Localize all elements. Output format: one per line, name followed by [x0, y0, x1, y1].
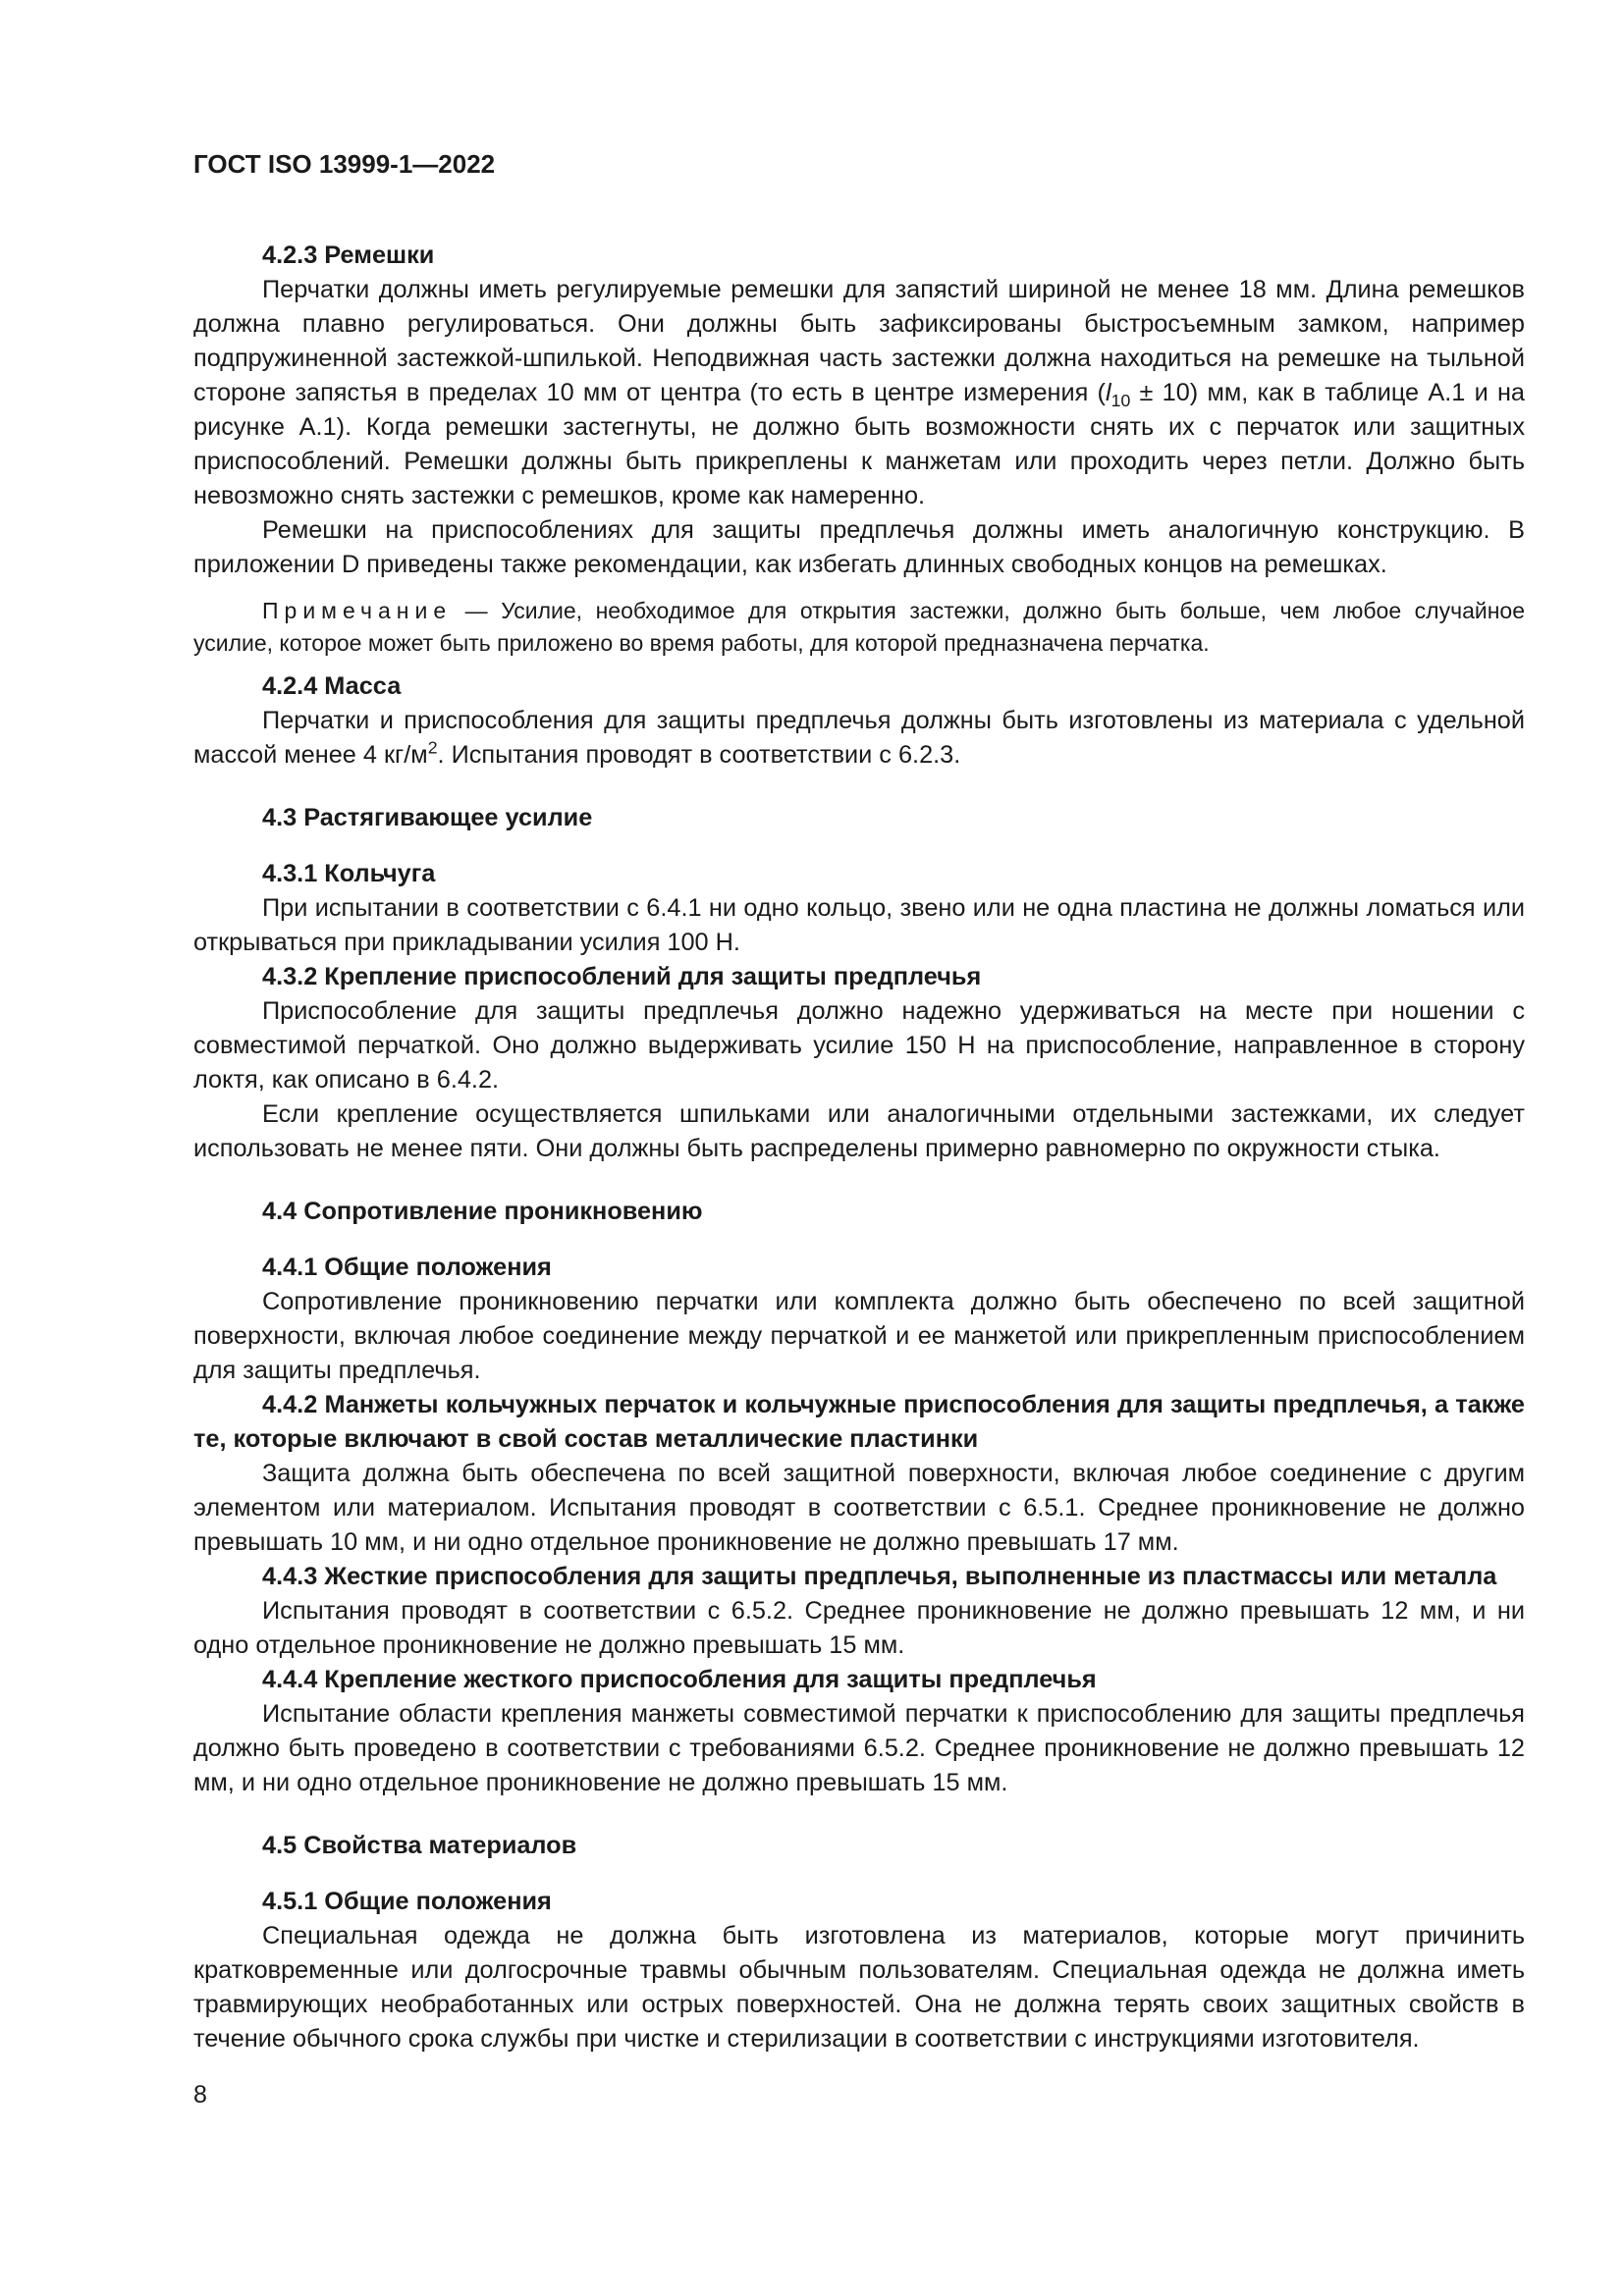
section-4-3-2-paragraph-2: Если крепление осуществляется шпильками или аналогичными отдельными застежками, их следует использовать не менее пяти. Они должны быть распределены примерно равномерно по окружности стыка.	[193, 1100, 1525, 1162]
section-4-5-1-paragraph-1: Специальная одежда не должна быть изготовлена из материалов, которые могут причинить кратковременные или долгосрочные травмы обычным пользователям. Специальная одежда не должна иметь травмирующих необработанных или острых поверхностей. Она не должна терять своих защитных свойств в течение обычного срока службы при чистке и стерилизации в соответствии с инструкциями изготовителя.	[193, 1922, 1525, 2053]
section-4-2-3-note: Примечание — Усилие, необходимое для открытия застежки, должно быть больше, чем любое случайное усилие, которое может быть приложено во время работы, для которой предназначена перчатка.	[193, 598, 1525, 656]
section-4-3-2-title: 4.3.2 Крепление приспособлений для защиты предплечья	[262, 963, 982, 990]
section-4-4-3-paragraph-1: Испытания проводят в соответствии с 6.5.2. Среднее проникновение не должно превышать 12 мм, и ни одно отдельное проникновение не должно превышать 15 мм.	[193, 1597, 1525, 1659]
document-page	[193, 147, 1525, 2056]
section-4-4-4-paragraph-1: Испытание области крепления манжеты совместимой перчатки к приспособлению для защиты предплечья должно быть проведено в соответствии с требованиями 6.5.2. Среднее проникновение не должно превышать 12 мм, и ни одно отдельное проникновение не должно превышать 15 мм.	[193, 1700, 1525, 1796]
section-4-5-1-title: 4.5.1 Общие положения	[262, 1888, 552, 1915]
section-4-4-1-paragraph-1: Сопротивление проникновению перчатки или комплекта должно быть обеспечено по всей защитной поверхности, включая любое соединение между перчаткой и ее манжетой или прикрепленным приспособлением для защиты предплечья.	[193, 1288, 1525, 1384]
section-4-4-3-title: 4.4.3 Жесткие приспособления для защиты предплечья, выполненные из пластмассы или металла	[262, 1563, 1497, 1590]
section-4-2-3-paragraph-2: Ремешки на приспособлениях для защиты предплечья должны иметь аналогичную конструкцию. В приложении D приведены также рекомендации, как избегать длинных свободных концов на ремешках.	[193, 516, 1525, 578]
section-4-2-4-paragraph-1: Перчатки и приспособления для защиты предплечья должны быть изготовлены из материала с удельной массой менее 4 $кг/м^2$. Испытания проводят в соответствии с 6.2.3.	[193, 707, 1525, 769]
section-4-4-2-paragraph-1: Защита должна быть обеспечена по всей защитной поверхности, включая любое соединение с другим элементом или материалом. Испытания проводят в соответствии с 6.5.1. Среднее проникновение не должно превышать 10 мм, и ни одно отдельное проникновение не должно превышать 17 мм.	[193, 1460, 1525, 1556]
page-number: 8	[193, 2081, 207, 2109]
section-4-5-title: 4.5 Свойства материалов	[262, 1832, 577, 1859]
section-4-2-4-title: 4.2.4 Масса	[262, 672, 402, 700]
note-label: Примечание	[262, 598, 453, 623]
section-4-4-4-title: 4.4.4 Крепление жесткого приспособления для защиты предплечья	[262, 1666, 1097, 1693]
section-4-4-2-title: 4.4.2 Манжеты кольчужных перчаток и кольчужные приспособления для защиты предплечья, а также те, которые включают в свой состав металлические пластинки	[193, 1391, 1525, 1453]
section-4-2-3-title: 4.2.3 Ремешки	[262, 241, 435, 269]
section-4-3-1-paragraph-1: При испытании в соответствии с 6.4.1 ни одно кольцо, звено или не одна пластина не должны ломаться или открываться при прикладывании усилия 100 Н.	[193, 894, 1525, 956]
section-4-3-2-paragraph-1: Приспособление для защиты предплечья должно надежно удерживаться на месте при ношении с совместимой перчаткой. Оно должно выдерживать усилие 150 Н на приспособление, направленное в сторону локтя, как описано в 6.4.2.	[193, 997, 1525, 1094]
section-4-2-3-paragraph-1: Перчатки должны иметь регулируемые ремешки для запястий шириной не менее 18 мм. Длина ремешков должна плавно регулироваться. Они должны быть зафиксированы быстросъемным замком, например подпружиненной застежкой-шпилькой. Неподвижная часть застежки должна находиться на ремешке на тыльной стороне запястья в пределах 10 мм от центра (то есть в центре измерения $(l_{10} \pm 10)$ мм, как в таблице А.1 и на рисунке А.1). Когда ремешки застегнуты, не должно быть возможности снять их с перчаток или защитных приспособлений. Ремешки должны быть прикреплены к манжетам или проходить через петли. Должно быть невозможно снять застежки с ремешков, кроме как намеренно.	[193, 276, 1525, 509]
document-id-header: ГОСТ ISO 13999-1—2022	[193, 149, 496, 179]
section-4-4-title: 4.4 Сопротивление проникновению	[262, 1198, 703, 1225]
section-4-3-1-title: 4.3.1 Кольчуга	[262, 860, 436, 887]
section-4-4-1-title: 4.4.1 Общие положения	[262, 1254, 552, 1281]
section-4-3-title: 4.3 Растягивающее усилие	[262, 804, 593, 831]
